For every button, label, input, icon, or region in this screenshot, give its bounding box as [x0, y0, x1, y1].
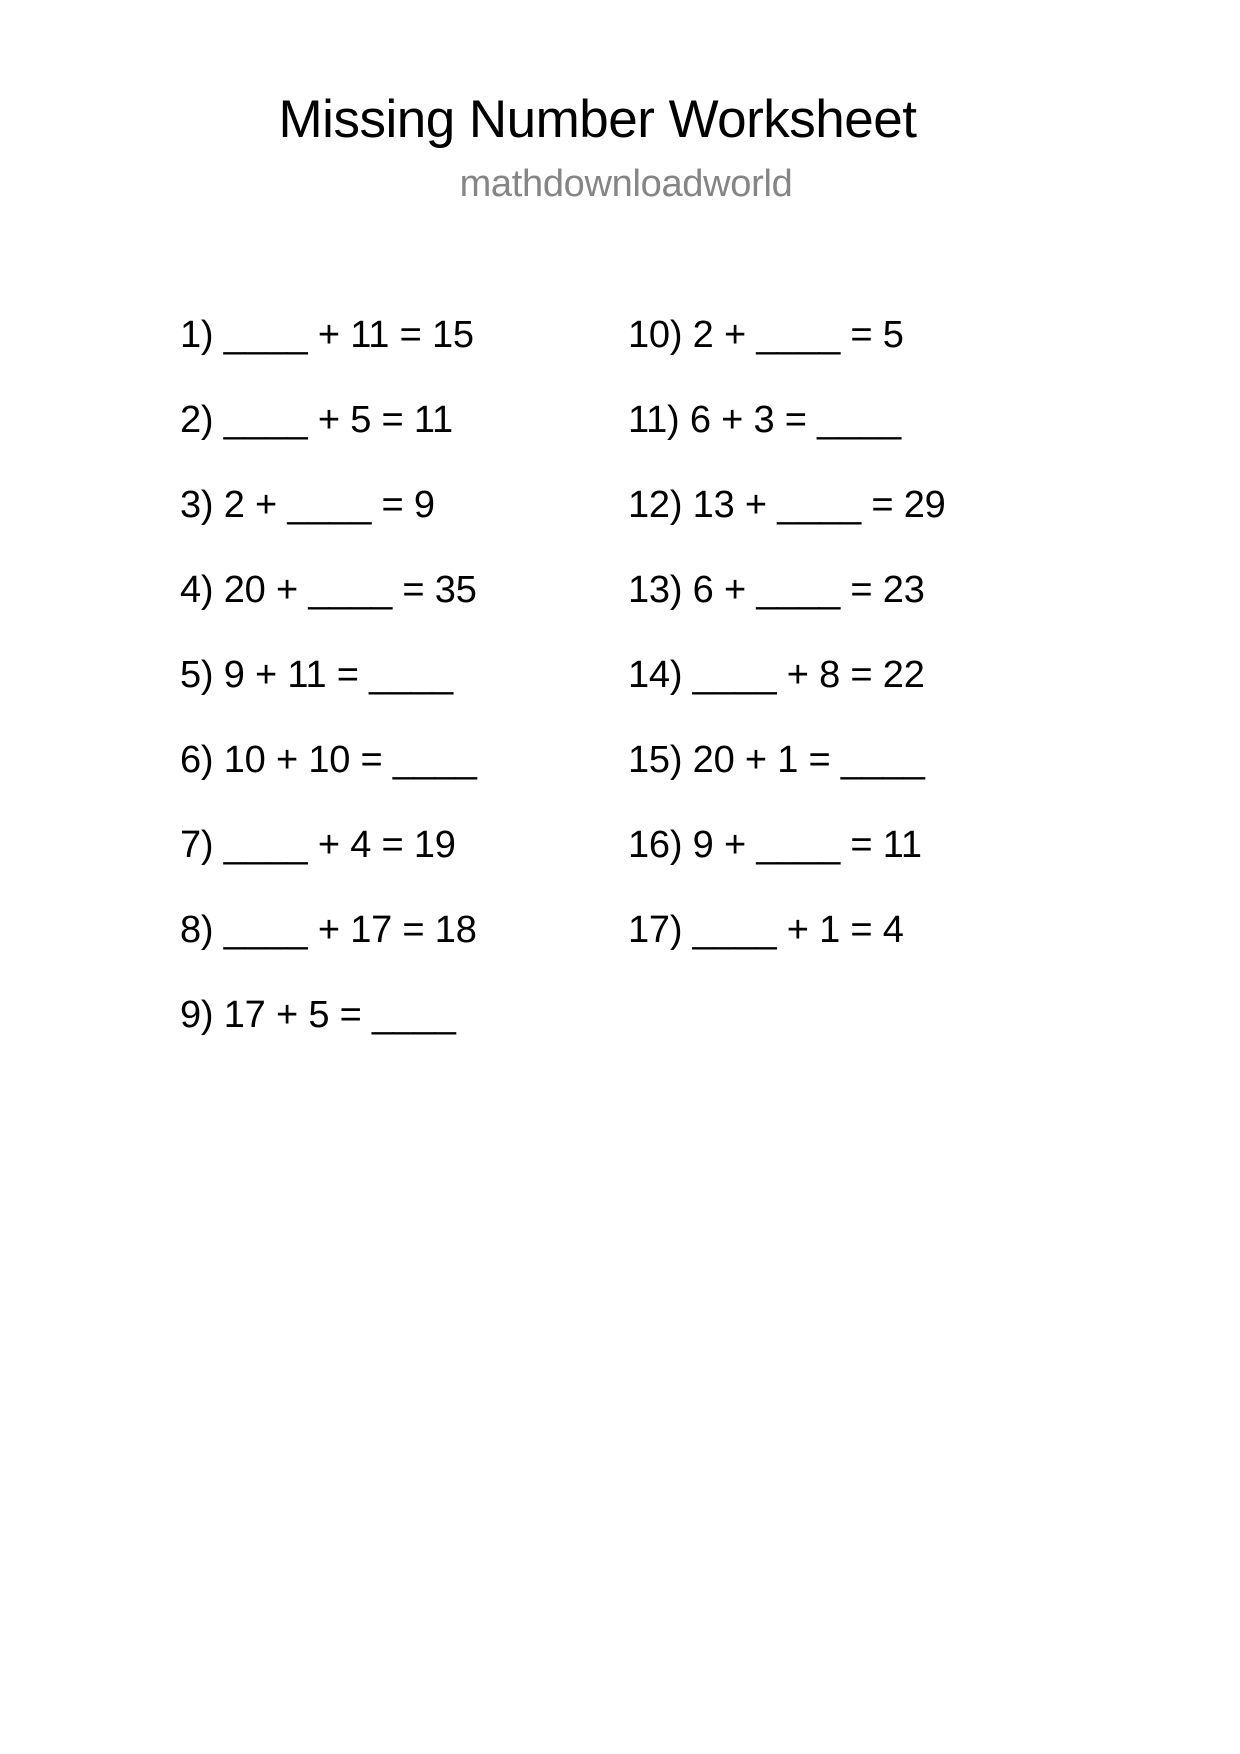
problem-17: 17) ____ + 1 = 4 — [628, 909, 904, 951]
problem-11: 11) 6 + 3 = ____ — [628, 399, 901, 441]
problem-8: 8) ____ + 17 = 18 — [180, 909, 477, 951]
problem-2: 2) ____ + 5 = 11 — [180, 399, 453, 441]
problem-6: 6) 10 + 10 = ____ — [180, 739, 477, 781]
problem-15: 15) 20 + 1 = ____ — [628, 739, 925, 781]
problem-14: 14) ____ + 8 = 22 — [628, 654, 925, 696]
worksheet-title: Missing Number Worksheet — [278, 90, 917, 149]
problem-column-right — [628, 313, 946, 993]
problem-16: 16) 9 + ____ = 11 — [628, 824, 922, 866]
problem-1: 1) ____ + 11 = 15 — [180, 314, 474, 356]
problem-7: 7) ____ + 4 = 19 — [180, 824, 456, 866]
problem-12: 12) 13 + ____ = 29 — [628, 484, 946, 526]
problem-column-left — [180, 313, 477, 1078]
worksheet-subtitle: mathdownloadworld — [459, 163, 793, 205]
problem-9: 9) 17 + 5 = ____ — [180, 994, 456, 1036]
problem-4: 4) 20 + ____ = 35 — [180, 569, 477, 611]
problem-3: 3) 2 + ____ = 9 — [180, 484, 435, 526]
problem-5: 5) 9 + 11 = ____ — [180, 654, 453, 696]
problem-13: 13) 6 + ____ = 23 — [628, 569, 925, 611]
problem-10: 10) 2 + ____ = 5 — [628, 314, 904, 356]
